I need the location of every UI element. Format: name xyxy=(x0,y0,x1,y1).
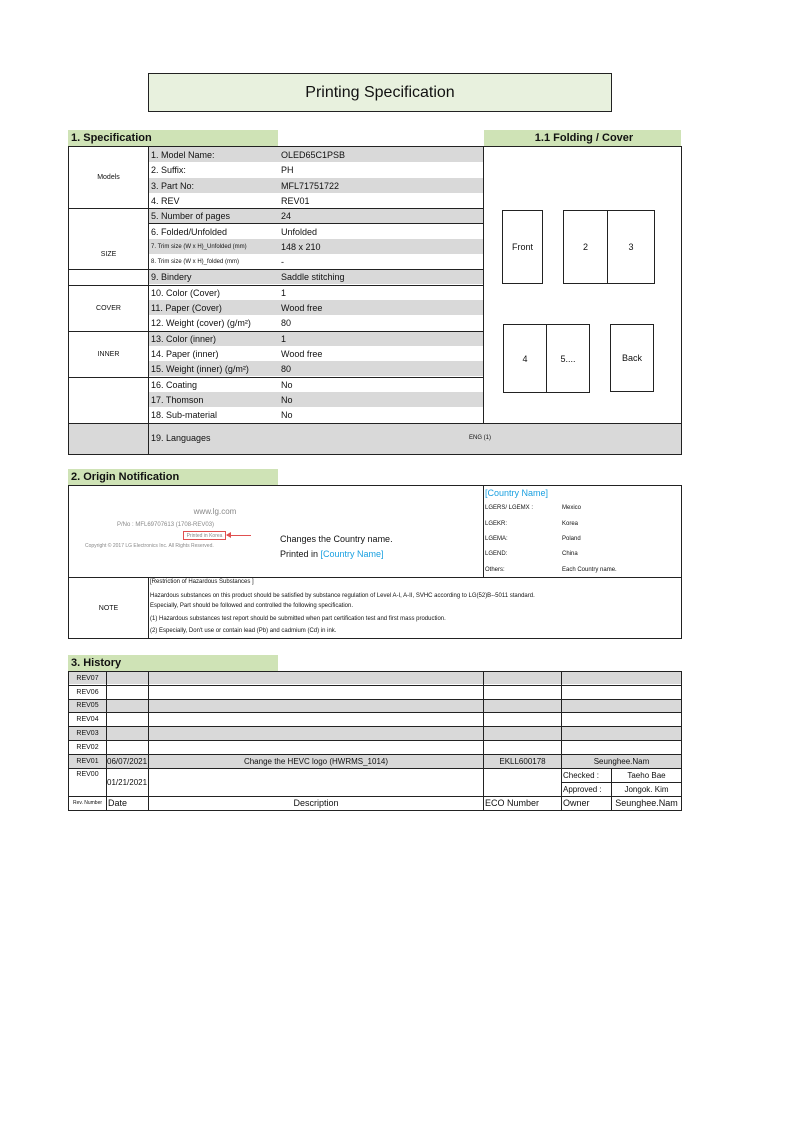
folding-heading: 1.1 Folding / Cover xyxy=(484,130,681,146)
country-name: Poland xyxy=(562,536,581,542)
spec-value: Wood free xyxy=(281,302,323,313)
spec-label: 6. Folded/Unfolded xyxy=(151,226,228,237)
label-printed-in: Printed in Korea xyxy=(183,531,226,540)
country-name: Mexico xyxy=(562,505,582,511)
spec-value: 1 xyxy=(281,333,287,344)
spec-value: No xyxy=(281,410,293,420)
rev-label: REV02 xyxy=(76,743,99,751)
spec-value: 80 xyxy=(281,364,292,374)
spec-value: Unfolded xyxy=(281,226,318,237)
footer-rev-number: Rev. Number xyxy=(72,800,103,806)
spec-label: 16. Coating xyxy=(151,379,198,390)
label-copyright: Copyright © 2017 LG Electronics Inc. All Rights Reserved. xyxy=(85,542,214,549)
rev-label: REV04 xyxy=(76,715,99,723)
rev-owner: Seunghee.Nam xyxy=(593,756,650,766)
country-name: China xyxy=(562,551,578,557)
approved-label: Approved : xyxy=(563,784,602,794)
spec-label: 13. Color (inner) xyxy=(151,333,217,344)
languages-value: ENG (1) xyxy=(469,435,492,441)
fold-page-5: 5.... xyxy=(546,324,590,393)
note-line: Hazardous substances on this product should be satisfied by substance regulation of Level A-I, A-II, SVHC according to LG(52)B--5011 standard. xyxy=(150,593,535,599)
fold-back-page: Back xyxy=(610,324,654,392)
spec-value: 80 xyxy=(281,318,292,328)
group-models: Models xyxy=(97,174,120,181)
spec-heading: 1. Specification xyxy=(68,130,278,146)
footer-eco: ECO Number xyxy=(485,798,540,808)
label-part-number: P/No : MFL69707613 (1708-REV03) xyxy=(117,522,215,528)
checked-label: Checked : xyxy=(563,770,600,780)
spec-label: 12. Weight (cover) (g/m²) xyxy=(151,318,251,328)
country-header: [Country Name] xyxy=(485,488,549,498)
spec-value: Wood free xyxy=(281,348,323,359)
spec-value: MFL71751722 xyxy=(281,180,340,191)
spec-label: 4. REV xyxy=(151,195,180,206)
spec-label: 14. Paper (inner) xyxy=(151,348,219,359)
spec-label: 18. Sub-material xyxy=(151,410,218,420)
footer-date: Date xyxy=(108,798,128,808)
rev-eco: EKLL600178 xyxy=(499,756,546,766)
country-name: Korea xyxy=(562,521,579,527)
country-code: LGEND: xyxy=(485,551,508,557)
spec-label: 5. Number of pages xyxy=(151,210,231,221)
fold-page-3: 3 xyxy=(607,210,655,284)
spec-label: 9. Bindery xyxy=(151,272,192,282)
spec-label: 7. Trim size (W x H)_Unfolded (mm) xyxy=(151,243,247,250)
spec-value: No xyxy=(281,394,293,405)
note-line: (1) Hazardous substances test report should be submitted when part certification test and first mass production. xyxy=(150,616,446,622)
footer-owner-name: Seunghee.Nam xyxy=(615,798,678,808)
note-line: [Restriction of Hazardous Substances ] xyxy=(150,579,254,585)
rev-label: REV06 xyxy=(76,688,99,696)
rev-description: Change the HEVC logo (HWRMS_1014) xyxy=(243,756,389,766)
spec-label: 8. Trim size (W x H)_folded (mm) xyxy=(151,258,240,265)
group-inner: INNER xyxy=(97,350,120,358)
country-name: Each Country name. xyxy=(562,567,617,573)
note-label: NOTE xyxy=(98,604,119,612)
spec-value: REV01 xyxy=(281,195,310,206)
note-line: (2) Especially, Don't use or contain lead (Pb) and cadmium (Cd) in ink. xyxy=(150,628,337,634)
spec-value: - xyxy=(281,256,284,267)
spec-value: No xyxy=(281,379,293,390)
spec-label: 3. Part No: xyxy=(151,180,195,191)
label-www: www.lg.com xyxy=(193,507,237,516)
rev-date: 06/07/2021 xyxy=(107,756,148,766)
group-cover: COVER xyxy=(96,304,121,312)
fold-front-page: Front xyxy=(502,210,543,284)
footer-owner: Owner xyxy=(563,798,590,808)
country-code: LGERS/ LGEMX : xyxy=(485,505,534,511)
spec-value: OLED65C1PSB xyxy=(281,149,346,160)
rev-label: REV00 xyxy=(76,770,99,778)
spec-value: 148 x 210 xyxy=(281,241,321,252)
spec-label: 2. Suffix: xyxy=(151,165,186,175)
country-code: LGEMA: xyxy=(485,536,508,542)
page-title: Printing Specification xyxy=(148,73,612,112)
spec-value: 24 xyxy=(281,210,292,221)
rev-label: REV07 xyxy=(76,675,99,682)
checked-name: Taeho Bae xyxy=(627,770,666,780)
country-code: LGEKR: xyxy=(485,521,508,527)
printed-in-text: Printed in [Country Name] xyxy=(280,549,384,559)
country-code: Others: xyxy=(485,567,505,573)
rev-date: 01/21/2021 xyxy=(107,777,148,787)
spec-value: PH xyxy=(281,165,294,175)
history-heading: 3. History xyxy=(68,655,278,671)
arrow-head-icon xyxy=(226,532,231,538)
rev-label: REV01 xyxy=(76,757,99,765)
spec-value: Saddle stitching xyxy=(281,272,345,282)
rev-label: REV03 xyxy=(76,729,99,737)
group-size: SIZE xyxy=(100,250,117,258)
fold-page-4: 4 xyxy=(503,324,547,393)
fold-page-2: 2 xyxy=(563,210,608,284)
approved-name: Jongok. Kim xyxy=(624,784,669,794)
languages-label: 19. Languages xyxy=(151,433,211,443)
spec-label: 11. Paper (Cover) xyxy=(151,302,222,313)
spec-label: 15. Weight (inner) (g/m²) xyxy=(151,364,249,374)
spec-label: 1. Model Name: xyxy=(151,149,215,160)
footer-description: Description xyxy=(293,798,339,808)
note-line: Especially, Part should be followed and controlled the following specification. xyxy=(150,603,354,609)
spec-value: 1 xyxy=(281,287,287,298)
origin-heading: 2. Origin Notification xyxy=(68,469,278,485)
changes-text: Changes the Country name. xyxy=(280,534,393,544)
spec-label: 10. Color (Cover) xyxy=(151,287,221,298)
spec-label: 17. Thomson xyxy=(151,394,204,405)
rev-label: REV05 xyxy=(76,702,99,709)
